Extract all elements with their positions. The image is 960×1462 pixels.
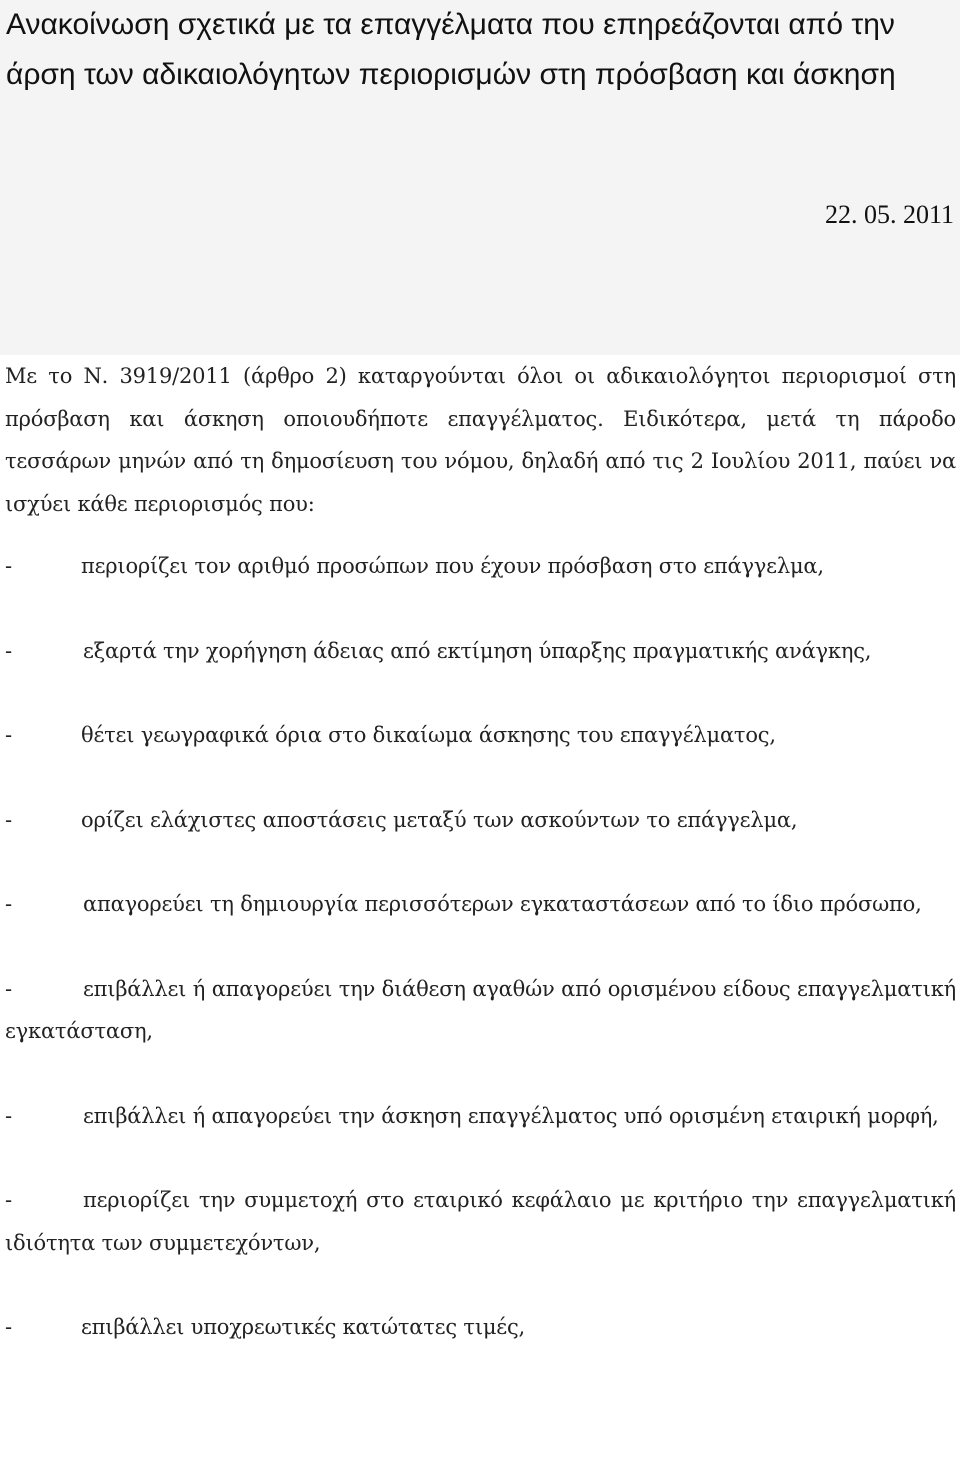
list-item-text: επιβάλλει υποχρεωτικές κατώτατες τιμές,: [81, 1315, 526, 1339]
list-dash: -: [5, 1188, 12, 1212]
list-item-text: επιβάλλει ή απαγορεύει την άσκηση επαγγέλματος υπό ορισμένη εταιρική μορφή,: [83, 1103, 939, 1128]
list-item: [5, 630, 956, 673]
list-dash: -: [5, 976, 12, 1001]
list-item: [5, 1095, 956, 1138]
list-dash: -: [5, 638, 12, 663]
restriction-list: [5, 545, 956, 1349]
list-item-text: περιορίζει την συμμετοχή στο εταιρικό κεφάλαιο με κριτήριο την επαγγελματική ιδιότητα των συμμετεχόντων,: [5, 1188, 956, 1255]
document-header: [0, 0, 960, 355]
list-item: [5, 968, 956, 1053]
list-item: [5, 1306, 956, 1349]
list-item: [5, 714, 956, 757]
list-dash: -: [5, 807, 12, 832]
list-dash: -: [5, 723, 12, 747]
list-item: [5, 545, 956, 588]
list-item-text: θέτει γεωγραφικά όρια στο δικαίωμα άσκησης του επαγγέλματος,: [81, 723, 776, 747]
list-dash: -: [5, 1103, 12, 1128]
list-item-text: επιβάλλει ή απαγορεύει την διάθεση αγαθών από ορισμένου είδους επαγγελματική εγκατάσταση,: [5, 976, 956, 1043]
list-item-text: ορίζει ελάχιστες αποστάσεις μεταξύ των ασκούντων το επάγγελμα,: [81, 807, 798, 832]
intro-paragraph: Με το Ν. 3919/2011 (άρθρο 2) καταργούνται όλοι οι αδικαιολόγητοι περιορισμοί στη πρόσβαση και άσκηση οποιουδήποτε επαγγέλματος. Ειδικότερα, μετά τη πάροδο τεσσάρων μηνών από τη δημοσίευση του νόμου, δηλαδή από τις 2 Ιουλίου 2011, παύει να ισχύει κάθε περιορισμός που:: [5, 364, 956, 516]
list-dash: -: [5, 892, 12, 916]
list-item: [5, 1179, 956, 1264]
list-item-text: απαγορεύει τη δημιουργία περισσότερων εγκαταστάσεων από το ίδιο πρόσωπο,: [83, 892, 922, 916]
list-item-text: περιορίζει τον αριθμό προσώπων που έχουν πρόσβαση στο επάγγελμα,: [81, 554, 824, 578]
list-dash: -: [5, 554, 12, 578]
document-body: [5, 355, 956, 1391]
list-item-text: εξαρτά την χορήγηση άδειας από εκτίμηση ύπαρξης πραγματικής ανάγκης,: [83, 638, 872, 663]
list-dash: -: [5, 1315, 12, 1339]
document-title: Ανακοίνωση σχετικά με τα επαγγέλματα που επηρεάζονται από την άρση των αδικαιολόγητων περιορισμών στη πρόσβαση και άσκηση: [6, 8, 896, 91]
list-item: [5, 883, 956, 926]
document-date: 22. 05. 2011: [824, 200, 954, 229]
list-item: [5, 799, 956, 842]
